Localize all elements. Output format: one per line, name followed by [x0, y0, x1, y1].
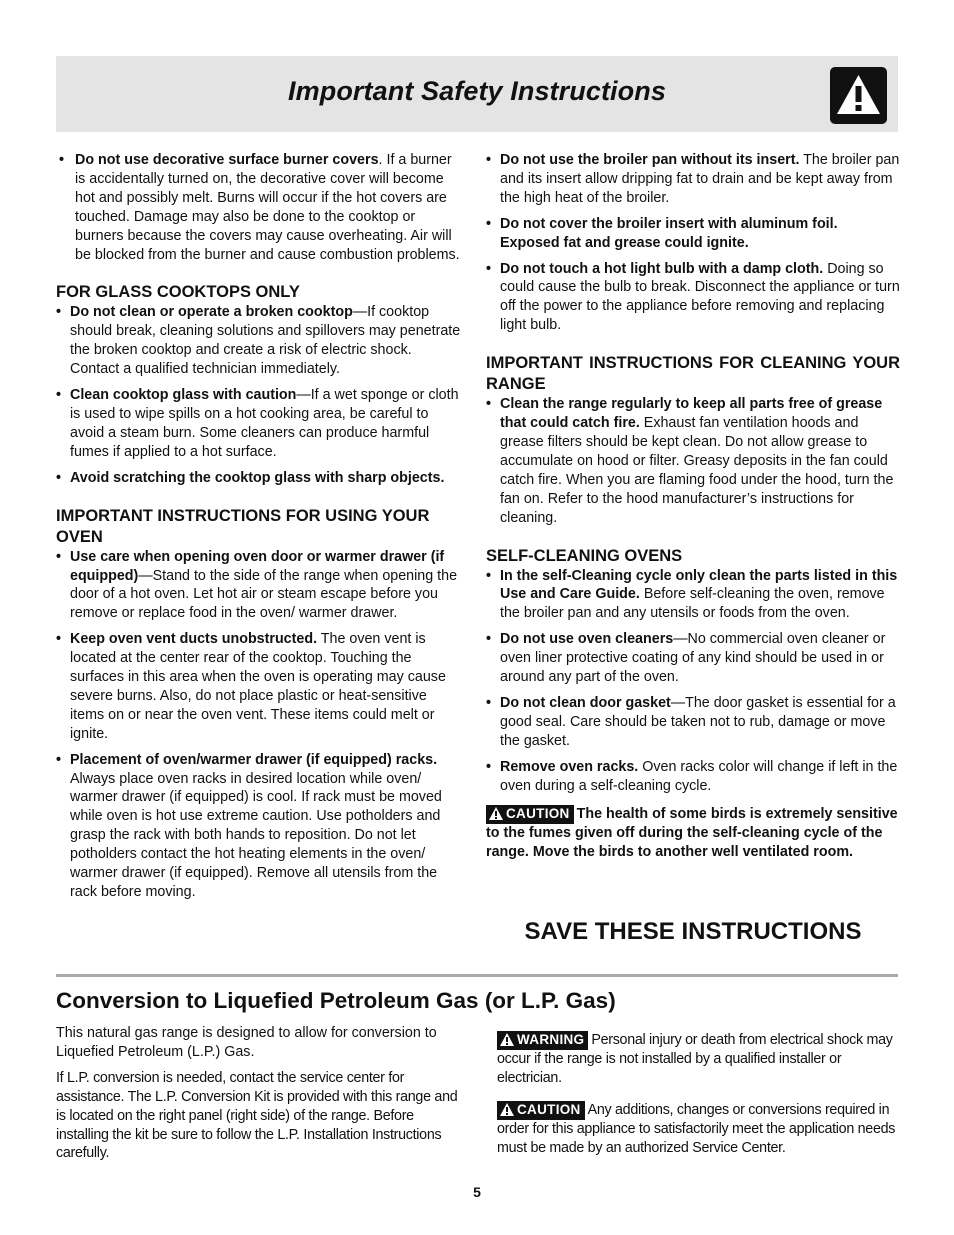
- conversion-right: [497, 1031, 899, 1171]
- caution-note: CAUTION The health of some birds is extremely sensitive to the fumes given off during the self-cleaning cycle of the range. Move the birds to another well ventilated room.: [486, 806, 898, 861]
- conversion-title: Conversion to Liquefied Petroleum Gas (or L.P. Gas): [56, 988, 616, 1013]
- left-column: [56, 151, 462, 909]
- conversion-paragraph: If L.P. conversion is needed, contact the service center for assistance. The L.P. Conversion Kit is provided with this range and is located on the right panel (right side) of the range. Before installing the kit be sure to follow the L.P. Installation Instructions carefully.: [56, 1069, 458, 1162]
- section-divider: [56, 974, 898, 977]
- list-item: • Do not use oven cleaners—No commercial oven cleaner or oven liner protective coating of any kind should be used in or around any part of the oven.: [486, 630, 900, 687]
- caution-triangle-icon: [500, 1103, 514, 1120]
- list-item: • Remove oven racks. Oven racks color will change if left in the oven during a self-cleaning cycle.: [486, 758, 900, 796]
- warning-triangle-small-icon: [500, 1033, 514, 1050]
- warning-badge: WARNING: [497, 1031, 588, 1050]
- list-item: • Do not touch a hot light bulb with a damp cloth. Doing so could cause the bulb to break. Disconnect the appliance or turn off the power to the appliance before removing and replacing light bulb.: [486, 260, 900, 336]
- list-item: • Placement of oven/warmer drawer (if equipped) racks. Always place oven racks in desired location while oven/ warmer drawer (if equipped) is cool. If rack must be moved while oven is hot use extreme caution. Use potholders and grasp the rack with both hands to reposition. Do not let potholders contact the hot heating elements in the oven/ warmer drawer (if equipped). Remove all utensils from the rack before moving.: [56, 751, 462, 902]
- right-column: [486, 151, 900, 862]
- list-item: • Do not cover the broiler insert with aluminum foil. Exposed fat and grease could ignite.: [486, 215, 900, 253]
- list-item: • Do not use the broiler pan without its insert. The broiler pan and its insert allow dripping fat to drain and be kept away from the high heat of the broiler.: [486, 151, 900, 208]
- page-number: 5: [473, 1184, 481, 1200]
- warning-triangle-icon: [830, 67, 887, 124]
- header-band: [56, 56, 898, 132]
- list-item: • Use care when opening oven door or warmer drawer (if equipped)—Stand to the side of the range when opening the door of a hot oven. Let hot air or steam escape before you remove or replace food in the oven/ warmer drawer.: [56, 548, 462, 624]
- list-item: • Keep oven vent ducts unobstructed. The oven vent is located at the center rear of the cooktop. Touching the surfaces in this area when the oven is operating may cause severe burns. Also, do not place plastic or heat-sensitive items on or near the oven vent. These items could melt or ignite.: [56, 630, 462, 743]
- list-item: • Do not use decorative surface burner covers. If a burner is accidentally turned on, the decorative cover will become hot and possibly melt. Burns will occur if the hot covers are touched. Damage may also be done to the cooktop or burners because the covers may cause overheating. Air will be blocked from the burner and cause combustion problems.: [56, 151, 462, 264]
- section-heading: IMPORTANT INSTRUCTIONS FOR CLEANING YOUR RANGE: [486, 354, 900, 394]
- conversion-paragraph: This natural gas range is designed to allow for conversion to Liquefied Petroleum (L.P.) Gas.: [56, 1025, 437, 1060]
- list-item: • Clean cooktop glass with caution—If a wet sponge or cloth is used to wipe spills on a hot cooking area, be careful to avoid a steam burn. Some cleaners can produce harmful fumes if applied to a hot surface.: [56, 386, 462, 462]
- section-heading: IMPORTANT INSTRUCTIONS FOR USING YOUR OVEN: [56, 506, 430, 546]
- section-heading: SELF-CLEANING OVENS: [486, 546, 683, 565]
- list-item: • Avoid scratching the cooktop glass with sharp objects.: [56, 469, 462, 488]
- save-instructions-line: [486, 918, 900, 946]
- page-title: Important Safety Instructions: [288, 76, 666, 106]
- list-item: • Do not clean or operate a broken cooktop—If cooktop should break, cleaning solutions and spillovers may penetrate the broken cooktop and create a risk of electric shock. Contact a qualified technician immediately.: [56, 303, 462, 379]
- caution-badge: CAUTION: [497, 1101, 585, 1120]
- save-instructions: SAVE THESE INSTRUCTIONS: [524, 918, 862, 945]
- list-item: • In the self-Cleaning cycle only clean the parts listed in this Use and Care Guide. Before self-cleaning the oven, remove the broiler pan and any utensils or foods from the oven.: [486, 567, 900, 624]
- caution-badge: CAUTION: [486, 805, 574, 824]
- conversion-left: [56, 1024, 467, 1170]
- list-item: • Clean the range regularly to keep all parts free of grease that could catch fire. Exhaust fan ventilation hoods and grease filters should be kept clean. Do not allow grease to accumulate on hood or filter. Greasy deposits in the fan could catch fire. When you are flaming food under the hood, turn the fan on. Refer to the hood manufacturer’s instructions for cleaning.: [486, 395, 900, 527]
- caution-triangle-icon: [489, 807, 503, 824]
- caution-note: CAUTION Any additions, changes or conversions required in order for this appliance to satisfactorily meet the application needs must be made by an authorized Service Center.: [497, 1101, 896, 1156]
- section-heading: FOR GLASS COOKTOPS ONLY: [56, 283, 300, 302]
- list-item: • Do not clean door gasket—The door gasket is essential for a good seal. Care should be taken not to rub, damage or move the gasket.: [486, 694, 900, 751]
- warning-note: WARNING Personal injury or death from electrical shock may occur if the range is not installed by a qualified installer or electrician.: [497, 1032, 893, 1086]
